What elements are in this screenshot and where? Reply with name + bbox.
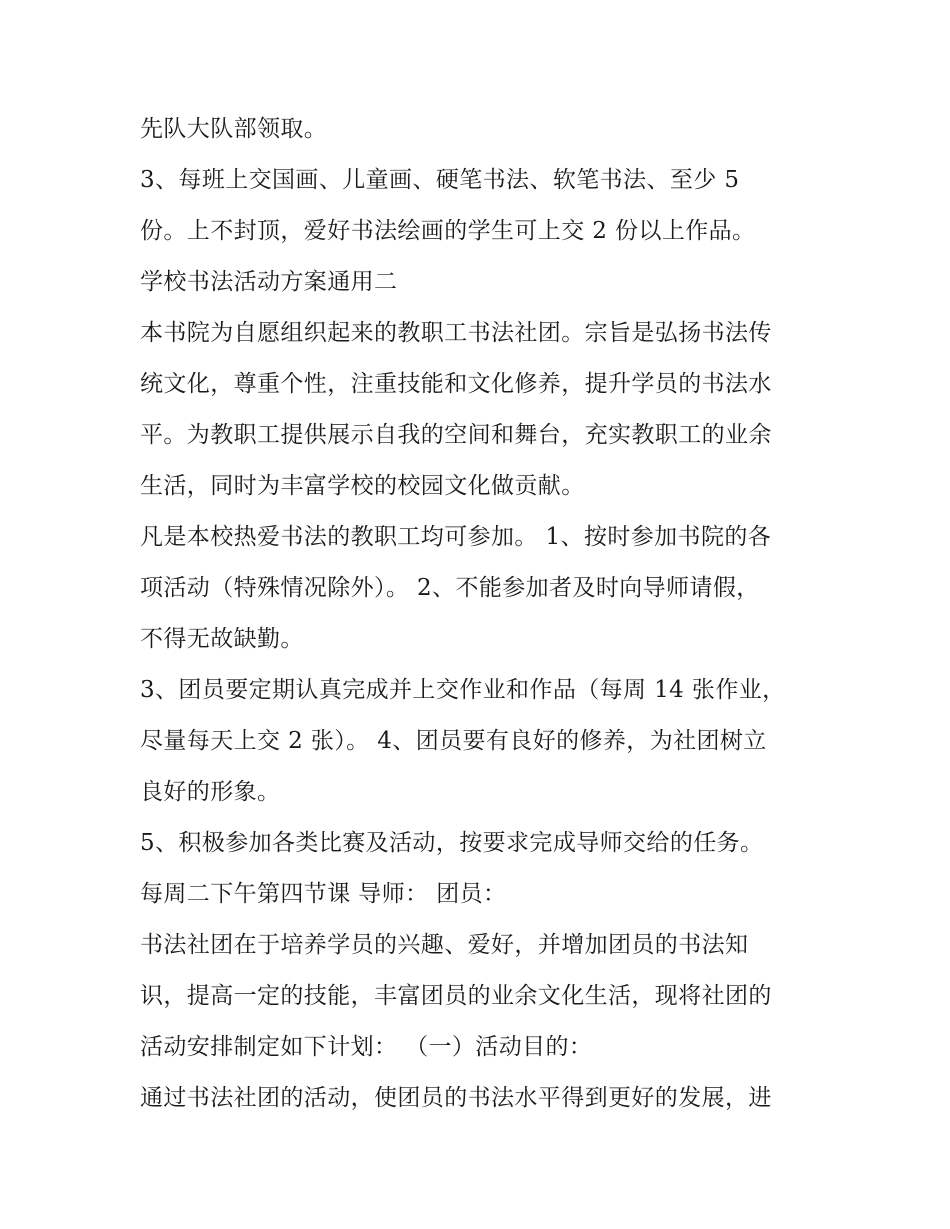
text-line: 份。上不封顶，爱好书法绘画的学生可上交 2 份以上作品。: [140, 218, 756, 244]
text-line: 每周二下午第四节课 导师： 团员：: [140, 881, 507, 907]
section-heading: 学校书法活动方案通用二: [140, 269, 398, 295]
text-line: 生活，同时为丰富学校的校园文化做贡献。: [140, 473, 585, 499]
text-line: 书法社团在于培养学员的兴趣、爱好，并增加团员的书法知: [140, 932, 749, 958]
text-line: 凡是本校热爱书法的教职工均可参加。 1、按时参加书院的各: [140, 524, 772, 550]
text-line: 良好的形象。: [140, 779, 281, 805]
text-line: 尽量每天上交 2 张）。 4、团员要有良好的修养，为社团树立: [140, 728, 767, 754]
text-line: 识，提高一定的技能，丰富团员的业余文化生活，现将社团的: [140, 983, 772, 1009]
text-line: 5、积极参加各类比赛及活动，按要求完成导师交给的任务。: [140, 830, 764, 856]
document-body: [140, 104, 820, 1124]
text-line: 3、每班上交国画、儿童画、硬笔书法、软笔书法、至少 5: [140, 167, 740, 193]
text-line: 3、团员要定期认真完成并上交作业和作品（每周 14 张作业，: [140, 677, 786, 703]
text-line: 通过书法社团的活动，使团员的书法水平得到更好的发展，进: [140, 1085, 772, 1111]
text-line: 本书院为自愿组织起来的教职工书法社团。宗旨是弘扬书法传: [140, 320, 772, 346]
text-line: 项活动（特殊情况除外）。 2、不能参加者及时向导师请假，: [140, 575, 760, 601]
text-line: 不得无故缺勤。: [140, 626, 304, 652]
text-line: 统文化，尊重个性，注重技能和文化修养，提升学员的书法水: [140, 371, 772, 397]
text-line: 活动安排制定如下计划： （一）活动目的：: [140, 1034, 593, 1060]
text-line: 先队大队部领取。: [140, 116, 328, 142]
text-line: 平。为教职工提供展示自我的空间和舞台，充实教职工的业余: [140, 422, 772, 448]
